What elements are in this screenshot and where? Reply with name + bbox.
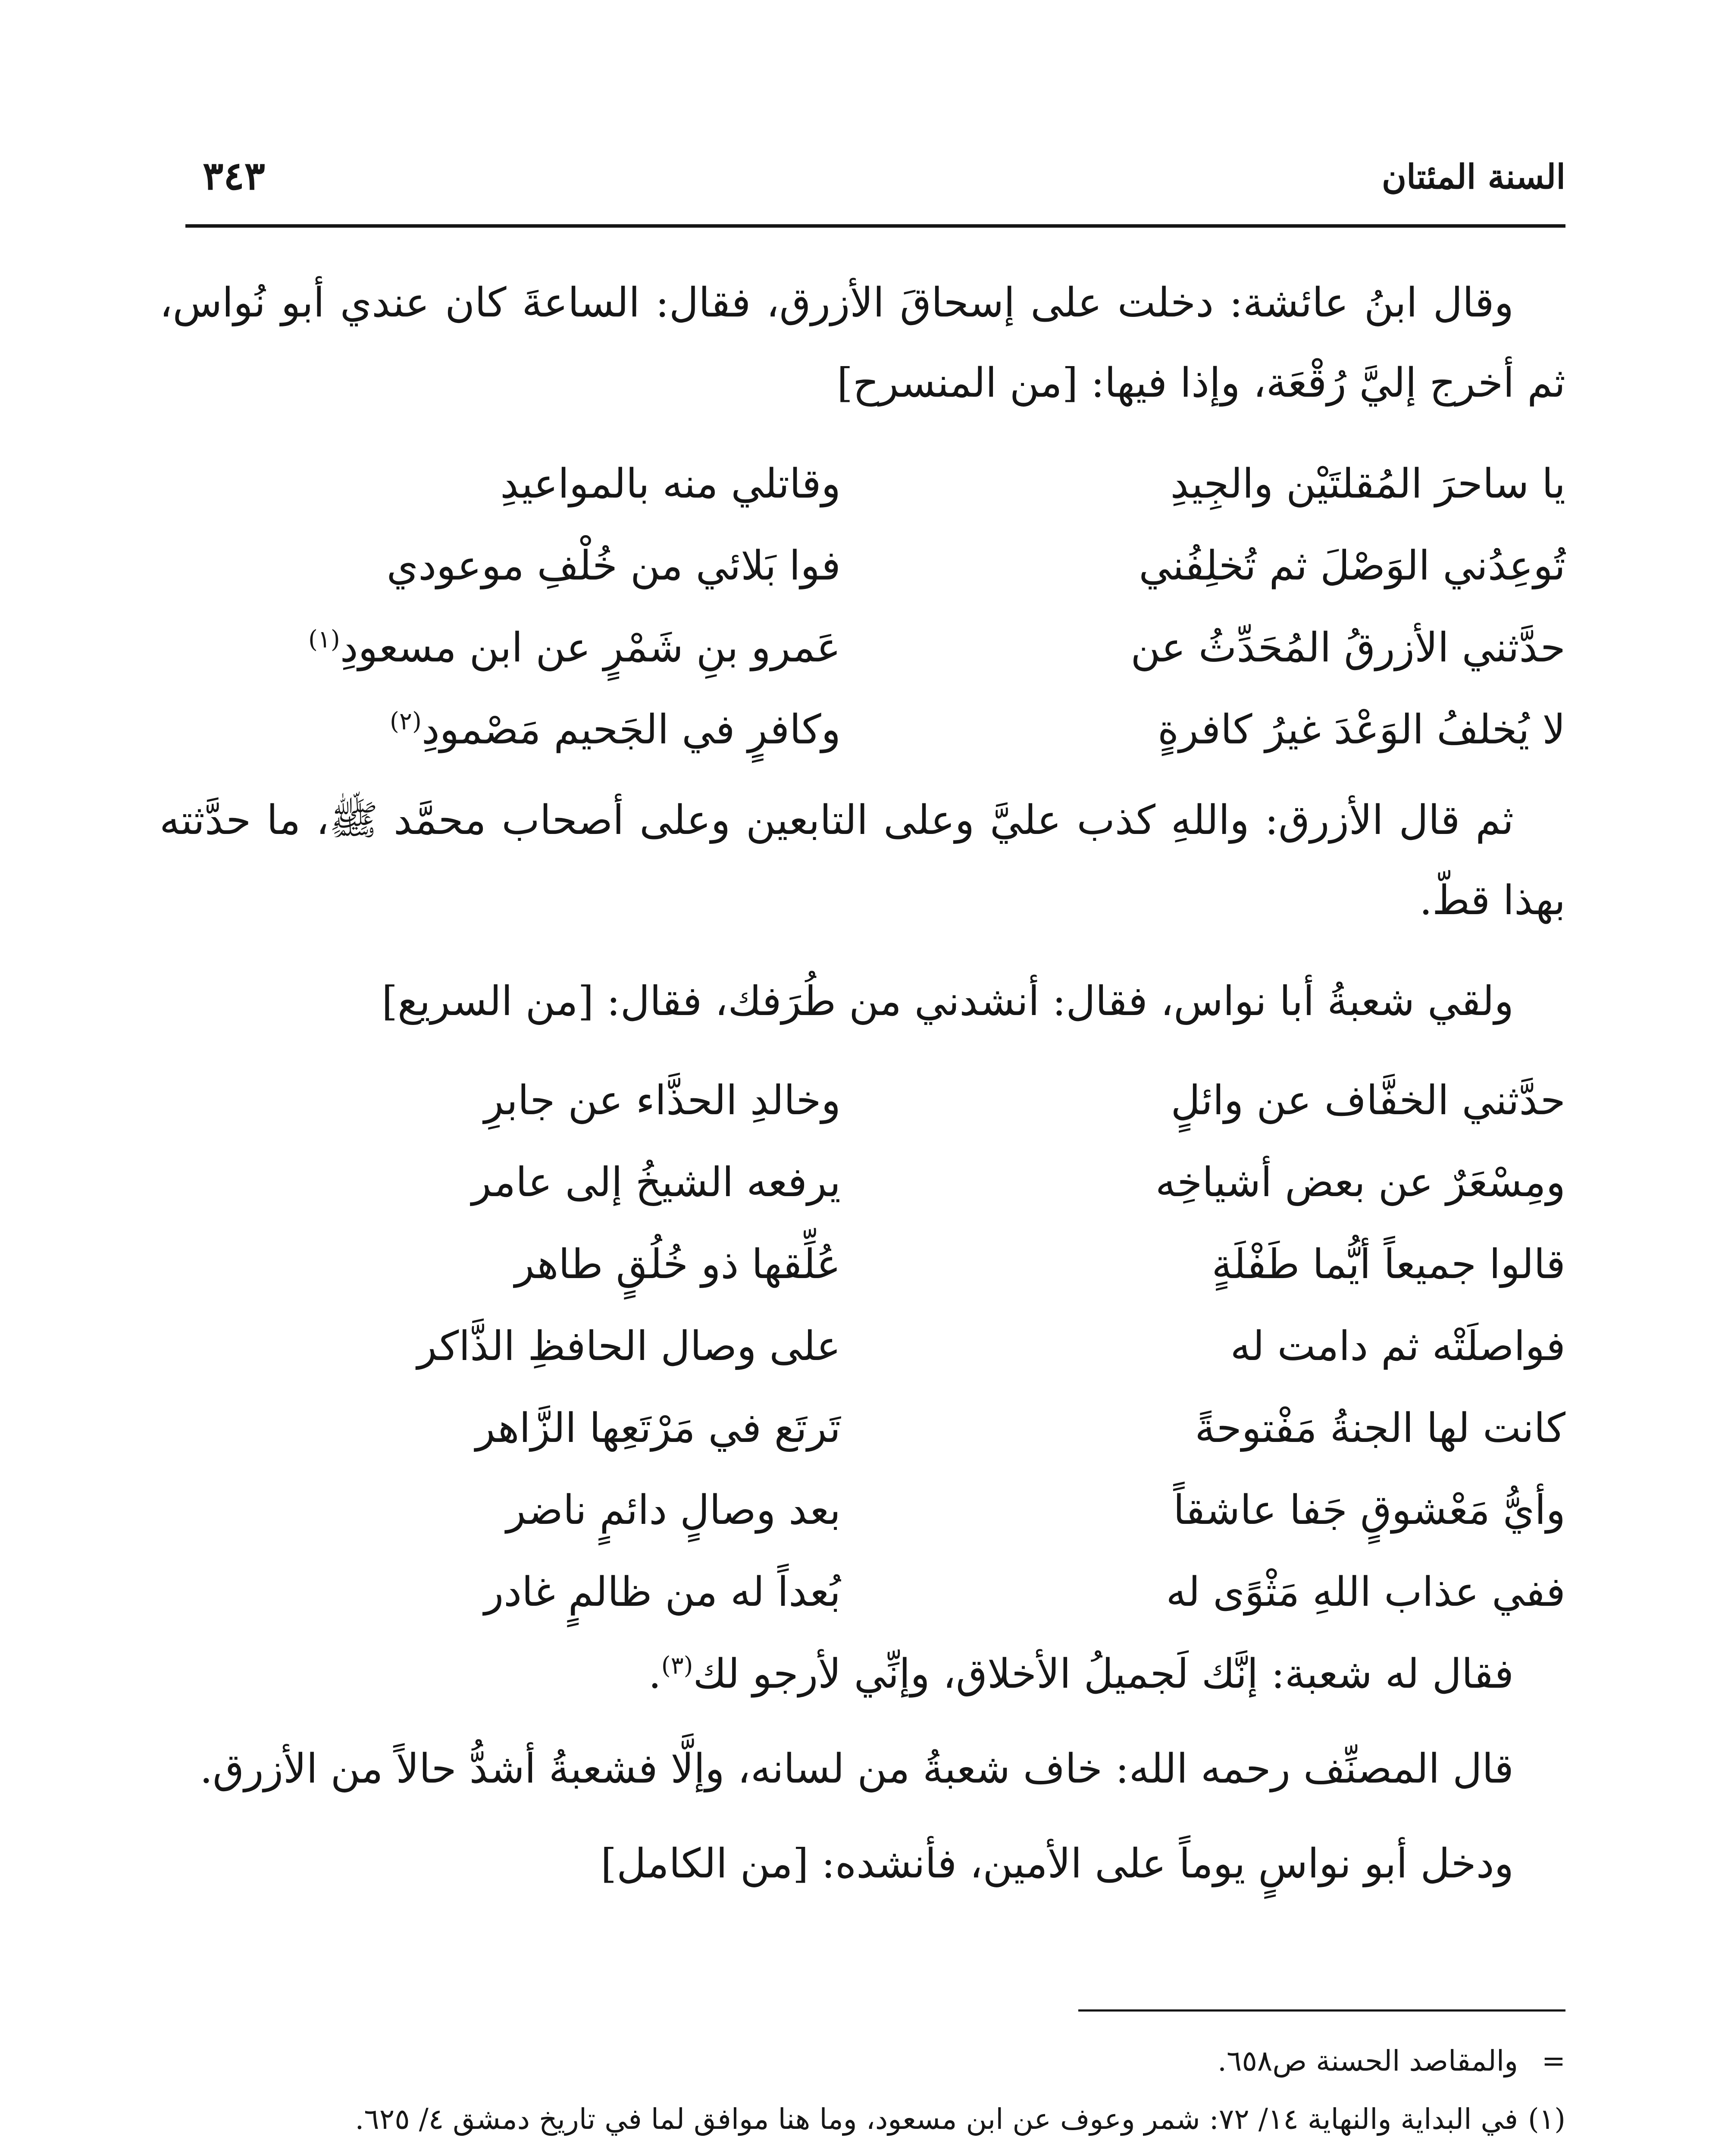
verse-second-hemistich bbox=[160, 444, 841, 524]
poem2-verse bbox=[160, 1307, 1565, 1387]
page-number: ٣٤٣ bbox=[203, 153, 266, 199]
running-title: السنة المئتان bbox=[1381, 157, 1565, 197]
poem2-verse bbox=[160, 1388, 1565, 1469]
verse-first-hemistich: فواصلَتْه ثم دامت له bbox=[1230, 1323, 1565, 1370]
footnote-text: في البداية والنهاية ١٤/ ٧٢: شمر وعوف عن ابن مسعود، وما هنا موافق لما في تاريخ دمشق ٤/ ٦٢٥. bbox=[355, 2103, 1518, 2136]
footnote-mark: = bbox=[1541, 2044, 1565, 2078]
header-rule bbox=[185, 224, 1565, 228]
footnote-1-continuation bbox=[160, 2152, 1518, 2156]
sentence-end: . bbox=[648, 1651, 661, 1698]
verse-second-hemistich: عُلِّقها ذو خُلُقٍ طاهر bbox=[514, 1241, 841, 1288]
paragraph-author-comment: قال المصنِّف رحمه الله: خاف شعبةُ من لسانه، وإلَّا فشعبةُ أشدُّ حالاً من الأزرق. bbox=[200, 1745, 1514, 1792]
verse-second-hemistich bbox=[160, 526, 841, 606]
verse-first-hemistich: يا ساحرَ المُقلتَيْن والجِيدِ bbox=[1170, 461, 1565, 508]
verse-second-hemistich bbox=[160, 608, 841, 688]
poem1-verse bbox=[160, 526, 1565, 606]
poem1-verse bbox=[160, 608, 1565, 688]
verse-first-hemistich: حدَّثني الأزرقُ المُحَدِّثُ عن bbox=[1130, 624, 1565, 671]
poem1-verse bbox=[160, 444, 1565, 524]
footnote-ref-2[interactable]: (٢) bbox=[390, 707, 422, 736]
poem2-verse bbox=[160, 1225, 1565, 1305]
verse-first-hemistich: قالوا جميعاً أيُّما طَفْلَةٍ bbox=[1212, 1241, 1565, 1288]
paragraph-shuba-reply bbox=[160, 1634, 1565, 1714]
verse-first-hemistich: لا يُخلفُ الوَعْدَ غيرُ كافرةٍ bbox=[1158, 706, 1565, 753]
paragraph-azraq-denial: ثم قال الأزرق: واللهِ كذب عليَّ وعلى التابعين وعلى أصحاب محمَّد ﷺ، ما حدَّثته بهذا قطّ. bbox=[160, 797, 1565, 924]
verse-second-hemistich: تَرتَع في مَرْتَعِها الزَّاهر bbox=[475, 1405, 841, 1452]
verse-first-hemistich: تُوعِدُني الوَصْلَ ثم تُخلِفُني bbox=[1139, 542, 1565, 589]
hemistich-text: وكافرٍ في الجَحيم مَصْمودِ bbox=[421, 706, 841, 753]
poem2-verse bbox=[160, 1552, 1565, 1633]
verse-first-hemistich: وأيُّ مَعْشوقٍ جَفا عاشقاً bbox=[1173, 1487, 1565, 1534]
footnote-mark: (١) bbox=[1528, 2103, 1565, 2136]
poem2-verse bbox=[160, 1061, 1565, 1141]
paragraph-shuba-meets: ولقي شعبةُ أبا نواس، فقال: أنشدني من طُرَفك، فقال: [من السريع] bbox=[382, 978, 1514, 1025]
verse-second-hemistich: بُعداً له من ظالمٍ غادر bbox=[484, 1569, 841, 1616]
footnote-rule bbox=[1078, 2009, 1565, 2012]
footnote-continued bbox=[160, 2035, 1565, 2087]
poem2-verse bbox=[160, 1470, 1565, 1551]
footnote-ref-1[interactable]: (١) bbox=[308, 625, 340, 654]
verse-second-hemistich: بعد وصالٍ دائمٍ ناضر bbox=[506, 1487, 841, 1534]
verse-second-hemistich bbox=[160, 690, 841, 770]
verse-first-hemistich: ومِسْعَرٌ عن بعض أشياخِه bbox=[1155, 1159, 1565, 1206]
hemistich-text: وقاتلي منه بالمواعيدِ bbox=[500, 461, 841, 508]
verse-second-hemistich: على وصال الحافظِ الذَّاكر bbox=[417, 1323, 841, 1370]
running-header bbox=[203, 153, 1565, 218]
verse-first-hemistich: كانت لها الجنةُ مَفْتوحةً bbox=[1195, 1405, 1565, 1452]
footnote-ref-3[interactable]: (٣) bbox=[661, 1651, 693, 1680]
paragraph-ibn-aisha: وقال ابنُ عائشة: دخلت على إسحاقَ الأزرق، فقال: الساعةَ كان عندي أبو نُواس، ثم أخرج إليَّ رُقْعَة، وإذا فيها: [من المنسرح] bbox=[160, 279, 1565, 407]
footnote-text: والمقاصد الحسنة ص٦٥٨. bbox=[1218, 2044, 1518, 2078]
poem1-verse bbox=[160, 690, 1565, 770]
footnote-1 bbox=[160, 2093, 1565, 2145]
hemistich-text: عَمرو بنِ شَمْرٍ عن ابن مسعودِ bbox=[340, 624, 841, 671]
verse-second-hemistich: يرفعه الشيخُ إلى عامر bbox=[471, 1159, 841, 1206]
hemistich-text: فوا بَلائي من خُلْفِ موعودي bbox=[386, 542, 841, 589]
verse-second-hemistich: وخالدِ الحذَّاء عن جابرِ bbox=[484, 1077, 841, 1124]
paragraph-text: فقال له شعبة: إنَّك لَجميلُ الأخلاق، وإنِّي لأرجو لك bbox=[693, 1651, 1514, 1698]
paragraph-abu-nuwas-amin: ودخل أبو نواسٍ يوماً على الأمين، فأنشده: [من الكامل] bbox=[601, 1840, 1514, 1887]
poem2-verse bbox=[160, 1143, 1565, 1223]
verse-first-hemistich: ففي عذاب اللهِ مَثْوًى له bbox=[1166, 1569, 1565, 1616]
verse-first-hemistich: حدَّثني الخفَّاف عن وائلٍ bbox=[1171, 1077, 1565, 1124]
